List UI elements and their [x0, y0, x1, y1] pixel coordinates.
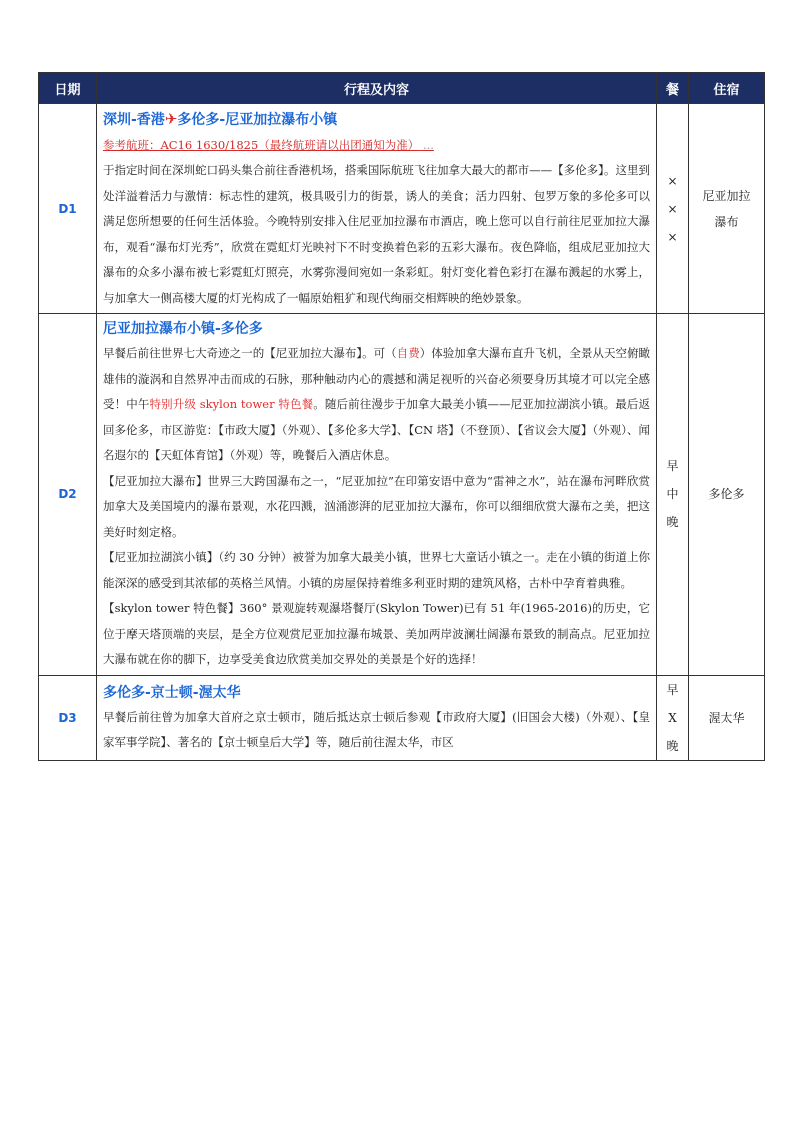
text-span: 。随后前往漫步于加拿大最美小镇——尼亚加拉湖滨小镇。最后返回多伦多，市区游览：【市政大厦】（外观）、【多伦多大学】、【CN 塔】（不登顶）、【省议会大厦】（外观）、闻名遐尔的【天虹体育馆】（外观）等，晚餐后入酒店休息。 [103, 397, 650, 462]
hotel-cell [689, 104, 765, 314]
day-content [97, 675, 657, 760]
header-hotel: 住宿 [689, 73, 765, 104]
meal-dinner: × [667, 229, 678, 244]
meal-lunch: X [668, 710, 677, 725]
day-description [103, 341, 650, 469]
hotel-name-line2: 瀑布 [714, 214, 739, 229]
day-title [103, 107, 650, 132]
text-span: 早餐后前往世界七大奇迹之一的【尼亚加拉大瀑布】。可（ [103, 346, 397, 360]
meals-cell [657, 104, 689, 314]
airplane-icon: ✈ [164, 110, 178, 128]
header-itinerary: 行程及内容 [97, 73, 657, 104]
header-date: 日期 [39, 73, 97, 104]
highlight-text: 自费 [396, 346, 420, 360]
day-title: 多伦多-京士顿-渥太华 [103, 684, 241, 701]
day-label: D1 [39, 104, 97, 314]
meal-lunch: 中 [666, 487, 679, 502]
day-description: 于指定时间在深圳蛇口码头集合前往香港机场，搭乘国际航班飞往加拿大最大的都市——【多伦多】。这里到处洋溢着活力与激情：标志性的建筑，极具吸引力的街景，诱人的美食；活力四射、包罗万象的多伦多可以满足您所想要的任何生活体验。今晚特别安排入住尼亚加拉瀑布市酒店，晚上您可以自行前往尼亚加拉大瀑布，观看“瀑布灯光秀”，欣赏在霓虹灯光映衬下不时变换着色彩的五彩大瀑布。夜色降临，组成尼亚加拉大瀑布的众多小瀑布被七彩霓虹灯照亮，水雾弥漫间宛如一条彩虹。射灯变化着色彩打在瀑布溅起的水雾上，与加拿大一侧高楼大厦的灯光构成了一幅原始粗犷和现代绚丽交相辉映的绝妙景象。 [103, 163, 650, 305]
flight-dots: ... [422, 138, 434, 152]
meal-breakfast: 早 [666, 682, 679, 697]
day-title: 尼亚加拉瀑布小镇-多伦多 [103, 321, 263, 337]
day-description: 早餐后前往曾为加拿大首府之京士顿市，随后抵达京士顿后参观【市政府大厦】(旧国会大楼)（外观）、【皇家军事学院】、著名的【京士顿皇后大学】等，随后前往渥太华，市区 [103, 709, 650, 749]
attraction-paragraph: 【尼亚加拉湖滨小镇】（约 30 分钟）被誉为加拿大最美小镇，世界七大童话小镇之一。走在小镇的街道上你能深深的感受到其浓郁的英格兰风情。小镇的房屋保持着维多利亚时期的建筑风格，古朴中孕育着典雅。 [103, 550, 650, 590]
hotel-cell: 渥太华 [689, 675, 765, 760]
meals-cell [657, 314, 689, 676]
table-header-row [39, 73, 765, 104]
day-label: D3 [39, 675, 97, 760]
meal-lunch: × [667, 201, 678, 216]
flight-text: 参考航班：AC16 1630/1825（最终航班请以出团通知为准） [103, 138, 420, 152]
day-content [97, 104, 657, 314]
meal-dinner: 晚 [666, 515, 679, 530]
attraction-paragraph: 【尼亚加拉大瀑布】世界三大跨国瀑布之一，“尼亚加拉”在印第安语中意为“雷神之水”，站在瀑布河畔欣赏加拿大及美国境内的瀑布景观，水花四溅，汹涌澎湃的尼亚加拉大瀑布，你可以细细欣赏大瀑布之美，把这美好时刻定格。 [103, 473, 650, 539]
day-row-d2 [39, 314, 765, 676]
attraction-paragraph: 【skylon tower 特色餐】360° 景观旋转观瀑塔餐厅(Skylon Tower)已有 51 年(1965-2016)的历史，它位于摩天塔顶端的夹层，是全方位观赏尼亚加拉瀑布城景、美加两岸波澜壮阔瀑布景致的制高点。尼亚加拉大瀑布就在你的脚下，边享受美食边欣赏美加交界处的美景是个好的选择！ [103, 601, 650, 666]
header-meal: 餐 [657, 73, 689, 104]
meal-breakfast: 早 [666, 459, 679, 474]
text-span: ）体验加拿大瀑布直升飞机，全景从天空俯瞰雄伟的漩涡和自然界冲击而成的石脉，那种触动内心的震撼和满足视听的兴奋必须要身历其境才可以完全感受！中午 [103, 346, 651, 411]
title-part: 多伦多-尼亚加拉瀑布小镇 [177, 112, 338, 128]
day-content [97, 314, 657, 676]
highlight-text: 特别升级 skylon tower 特色餐 [149, 397, 314, 411]
day-row-d3 [39, 675, 765, 760]
title-part: 深圳-香港 [103, 112, 165, 128]
meal-breakfast: × [667, 173, 678, 188]
hotel-name-line1: 尼亚加拉 [702, 188, 751, 203]
flight-info [103, 132, 650, 158]
meal-dinner: 晚 [666, 738, 679, 753]
meals-cell [657, 675, 689, 760]
hotel-cell: 多伦多 [689, 314, 765, 676]
day-label: D2 [39, 314, 97, 676]
day-row-d1 [39, 104, 765, 314]
itinerary-table [38, 72, 765, 761]
